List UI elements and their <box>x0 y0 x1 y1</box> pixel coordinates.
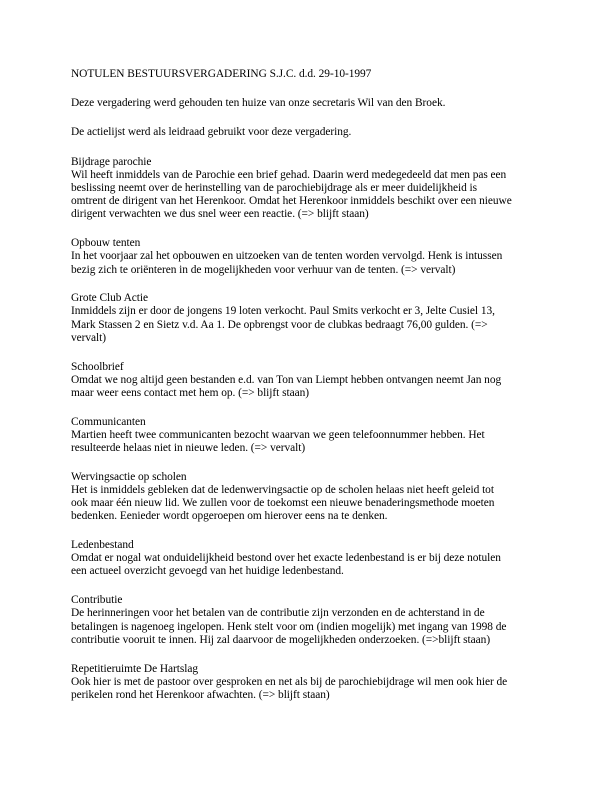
section <box>71 594 551 647</box>
section-body-line: een actueel overzicht gevoegd van het huidige ledenbestand. <box>71 565 344 578</box>
section-heading: Wervingsactie op scholen <box>71 470 187 483</box>
section-body-line: omtrent de dirigent van het Herenkoor. Omdat het Herenkoor inmiddels beschikt over een nieuwe <box>71 195 512 208</box>
section-body-line: Ook hier is met de pastoor over gesproken en net als bij de parochiebijdrage wil men ook hier de <box>71 675 508 688</box>
section-body <box>71 305 551 345</box>
section-body-line: Inmiddels zijn er door de jongens 19 loten verkocht. Paul Smits verkocht er 3, Jelte Cusiel 13, <box>71 305 495 318</box>
section-body-line: Omdat we nog altijd geen bestanden e.d. van Ton van Liempt hebben ontvangen neemt Jan nog <box>71 373 502 386</box>
section-body-line: resulteerde helaas niet in nieuwe leden. (=> vervalt) <box>71 442 306 455</box>
section-body <box>71 429 551 455</box>
section-body-line: Mark Stassen 2 en Sietz v.d. Aa 1. De opbrengst voor de clubkas bedraagt 76,00 gulden. (=> <box>71 318 488 331</box>
document-title: NOTULEN BESTUURSVERGADERING S.J.C. d.d. 29-10-1997 <box>71 68 372 80</box>
section-body <box>71 676 551 702</box>
section-body <box>71 374 551 400</box>
intro-paragraph-agenda: De actielijst werd als leidraad gebruikt voor deze vergadering. <box>71 126 352 139</box>
section-body-line: beslissing neemt over de herinstelling van de parochiebijdrage als er meer duidelijkheid is <box>71 182 478 195</box>
section-body <box>71 484 551 524</box>
section-heading: Repetitieruimte De Hartslag <box>71 662 199 675</box>
section-body <box>71 607 551 647</box>
section-body-line: perikelen rond het Herenkoor afwachten. (=> blijft staan) <box>71 688 330 701</box>
section-heading: Bijdrage parochie <box>71 155 152 168</box>
section-body-line: De herinneringen voor het betalen van de contributie zijn verzonden en de achterstand in de <box>71 607 485 620</box>
section-body-line: betalingen is nagenoeg ingelopen. Henk stelt voor om (indien mogelijk) met ingang van 1998 de <box>71 620 507 633</box>
section-body <box>71 552 551 578</box>
section-heading: Schoolbrief <box>71 360 124 373</box>
section-body-line: bezig zich te oriënteren in de mogelijkheden voor verhuur van de tenten. (=> vervalt) <box>71 263 456 276</box>
section <box>71 539 551 579</box>
section-body-line: ook maar één nieuw lid. We zullen voor de toekomst een nieuwe benaderingsmethode moeten <box>71 497 495 510</box>
sections-list <box>71 156 551 703</box>
section-body-line: dirigent verwachten we dus snel weer een reactie. (=> blijft staan) <box>71 208 369 221</box>
section-body <box>71 250 551 276</box>
section-body <box>71 169 551 222</box>
section <box>71 361 551 401</box>
section <box>71 663 551 703</box>
section-body-line: Martien heeft twee communicanten bezocht waarvan we geen telefoonnummer hebben. Het <box>71 428 485 441</box>
section-body-line: vervalt) <box>71 331 107 344</box>
section-heading: Contributie <box>71 594 123 607</box>
document-page <box>71 68 551 718</box>
section <box>71 156 551 222</box>
section <box>71 471 551 524</box>
intro-paragraph-location: Deze vergadering werd gehouden ten huize van onze secretaris Wil van den Broek. <box>71 97 446 110</box>
section-heading: Ledenbestand <box>71 539 134 552</box>
section <box>71 237 551 277</box>
section-body-line: Wil heeft inmiddels van de Parochie een brief gehad. Daarin werd medegedeeld dat men pas een <box>71 168 507 181</box>
section-heading: Communicanten <box>71 415 146 428</box>
section-heading: Opbouw tenten <box>71 237 141 250</box>
section-body-line: In het voorjaar zal het opbouwen en uitzoeken van de tenten worden vervolgd. Henk is intussen <box>71 250 503 263</box>
section-body-line: Omdat er nogal wat onduidelijkheid bestond over het exacte ledenbestand is er bij deze notulen <box>71 552 501 565</box>
section-body-line: bedenken. Eenieder wordt opgeroepen om hierover eens na te denken. <box>71 510 388 523</box>
section-heading: Grote Club Actie <box>71 292 149 305</box>
section <box>71 292 551 345</box>
section-body-line: Het is inmiddels gebleken dat de ledenwervingsactie op de scholen helaas niet heeft geleid tot <box>71 483 494 496</box>
section-body-line: maar weer eens contact met hem op. (=> blijft staan) <box>71 386 309 399</box>
section <box>71 416 551 456</box>
section-body-line: contributie vooruit te innen. Hij zal daarvoor de mogelijkheden onderzoeken. (=>blijft staan) <box>71 633 491 646</box>
